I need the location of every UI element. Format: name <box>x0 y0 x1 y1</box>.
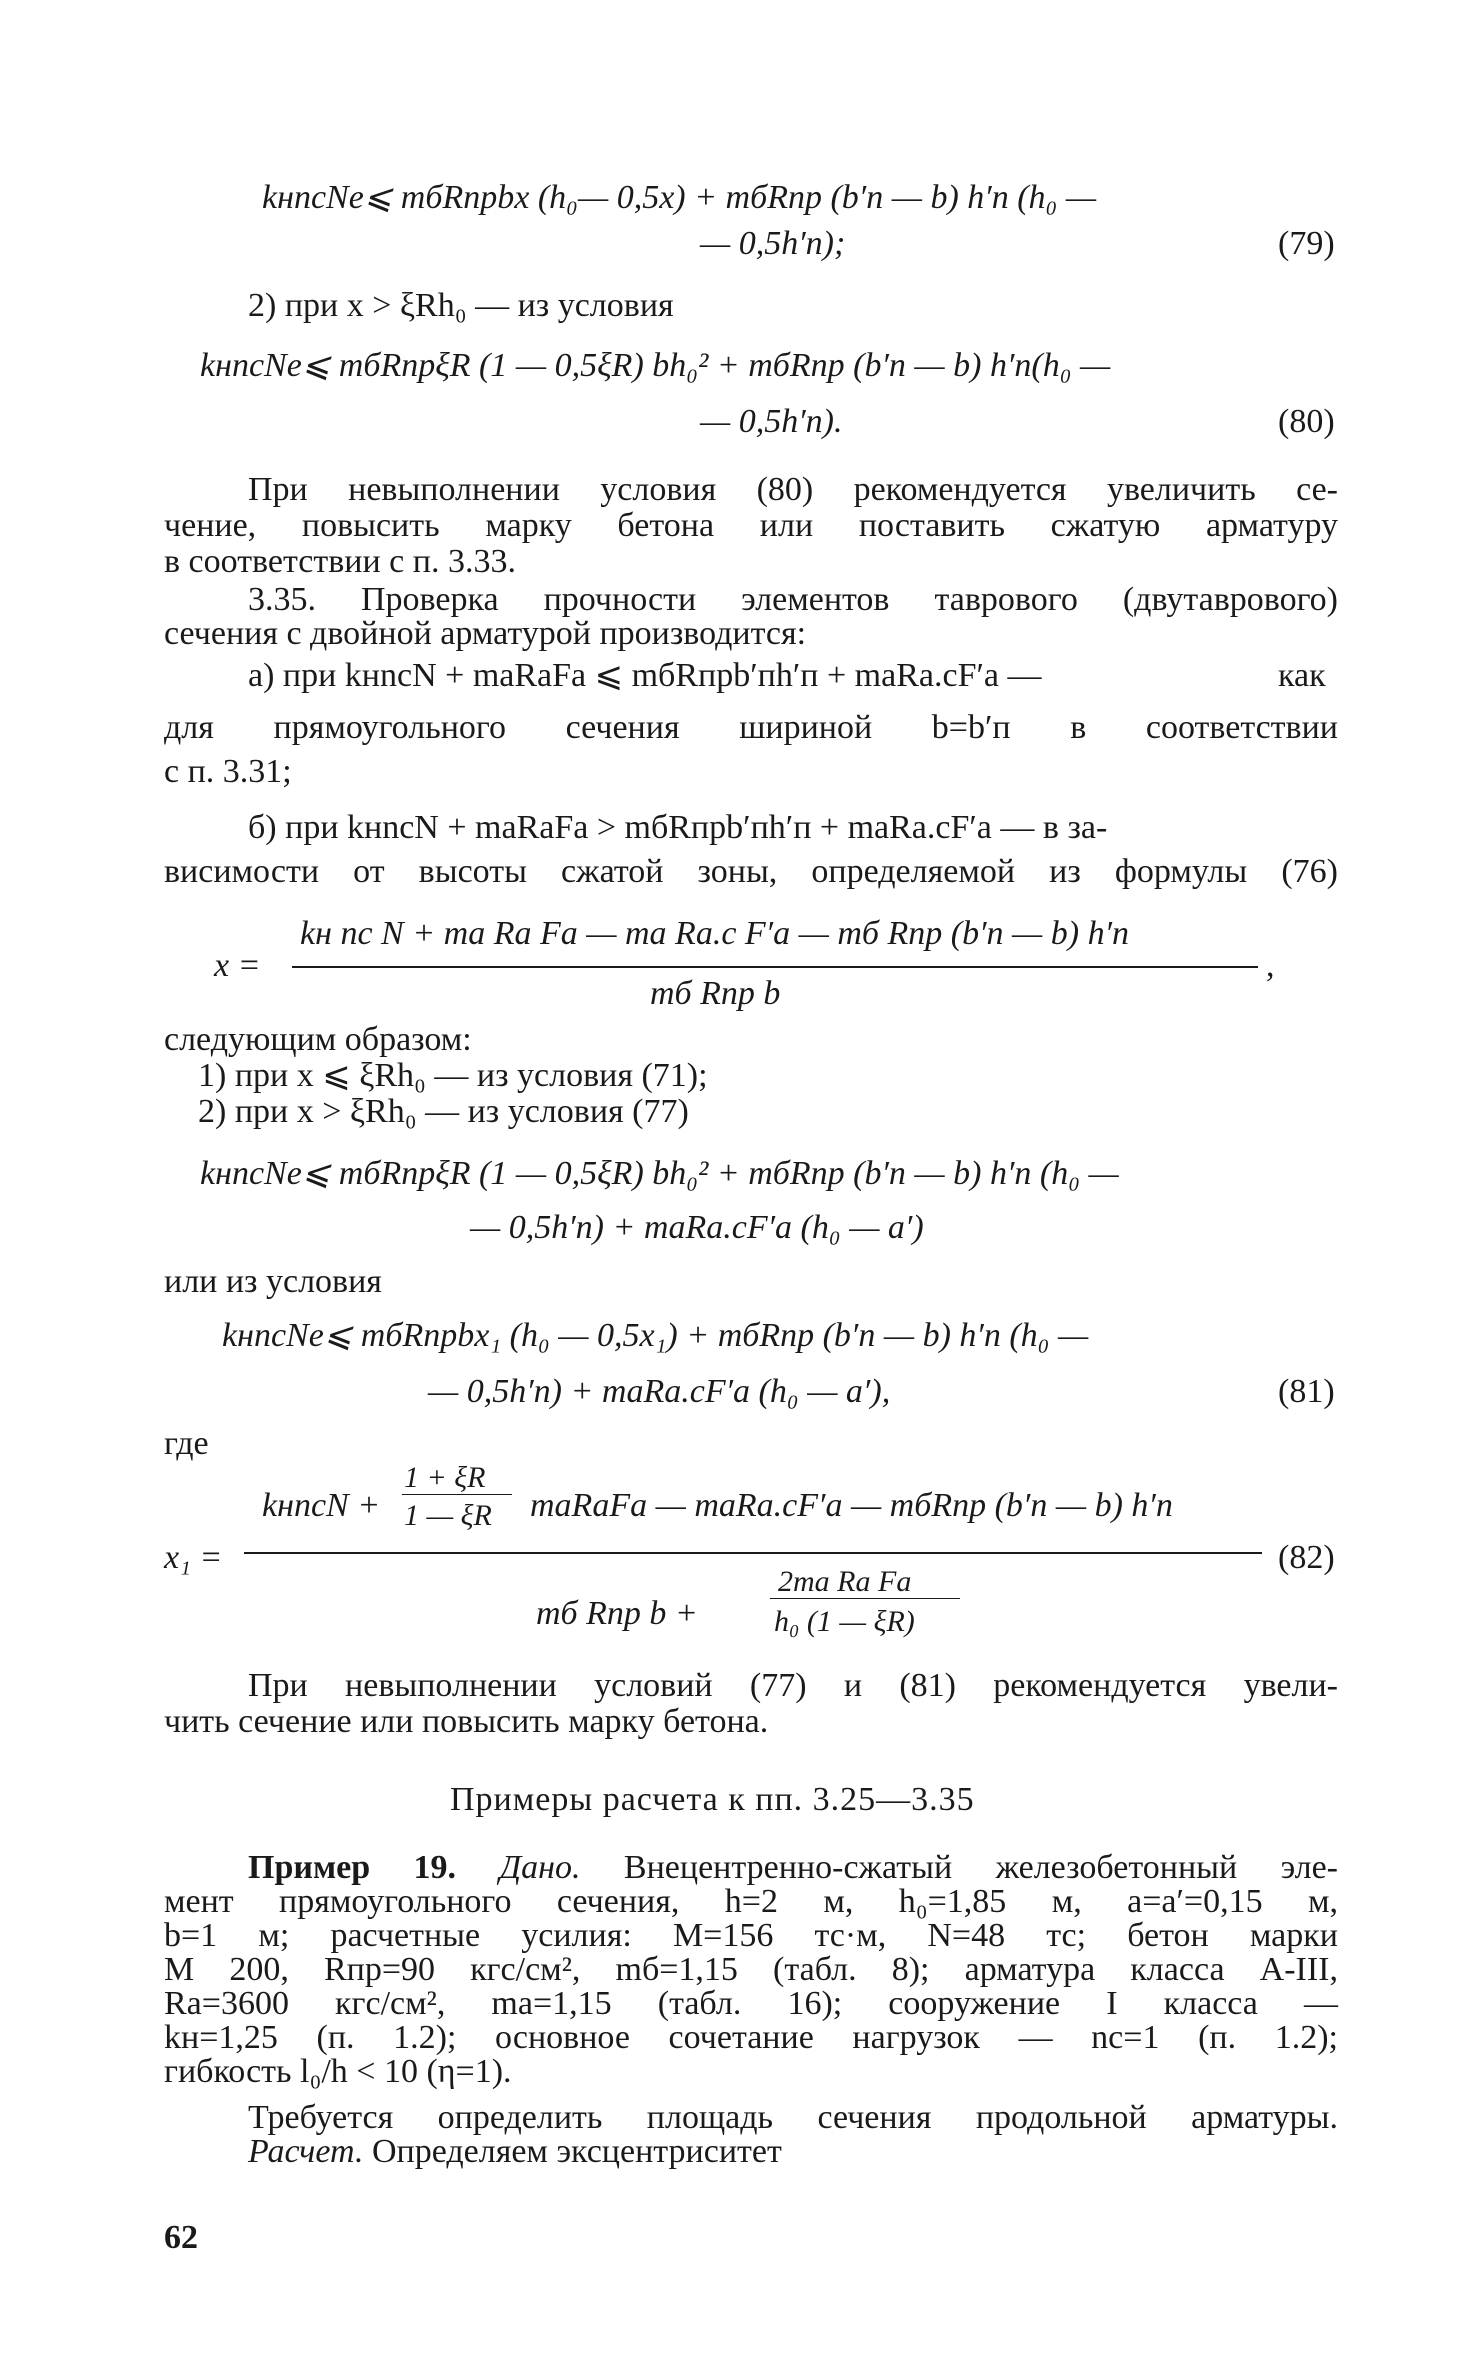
case-b-line1: б) при kнnсN + mаRаFа > mбRпрb′пh′п + mаRа.сF′а — в за- <box>248 809 1108 846</box>
section-title: Примеры расчета к пп. 3.25—3.35 <box>450 1781 975 1818</box>
eq82-num-frac-top: 1 + ξR <box>404 1461 486 1494</box>
example19-line9-rest: Определяем эксцентриситет <box>371 2133 782 2170</box>
eq82-den-frac-bar <box>770 1598 960 1599</box>
paragraph-82-line2: чить сечение или повысить марку бетона. <box>164 1703 769 1740</box>
eq82-num-frac-bar <box>402 1494 512 1495</box>
case-a-line2: для прямоугольного сечения шириной b=b′п в соответствии <box>164 709 1338 746</box>
eq76-lhs: x = <box>214 947 261 984</box>
example19-line1-rest: Внецентренно-сжатый железобетонный эле- <box>623 1849 1338 1886</box>
case-b-line2: висимости от высоты сжатой зоны, определяемой из формулы (76) <box>164 853 1338 890</box>
example19-line7: гибкость l₀/h < 10 (η=1). <box>164 2053 512 2090</box>
eq82-num-b: mаRаFа — mаRа.сF′а — mбRпр (b′п — b) h′п <box>530 1487 1173 1524</box>
case-1: 1) при x ⩽ ξRh₀ — из условия (71); <box>198 1057 708 1094</box>
eq82-den-a: mб Rпр b + <box>536 1595 698 1632</box>
example19-given: Дано. <box>499 1849 581 1886</box>
paragraph-80-line2: чение, повысить марку бетона или поставить сжатую арматуру <box>164 507 1338 544</box>
eq82-den-frac-bottom: h₀ (1 — ξR) <box>774 1605 915 1638</box>
case-2: 2) при x > ξRh₀ — из условия (77) <box>198 1093 689 1130</box>
example19-line4: М 200, Rпр=90 кгс/см², mб=1,15 (табл. 8); арматура класса А-III, <box>164 1951 1338 1988</box>
eq76-denominator: mб Rпр b <box>650 975 781 1012</box>
eq81-line2: — 0,5h′п) + mаRа.сF′а (h₀ — a′), <box>428 1373 891 1410</box>
example19-line9 <box>248 2132 782 2172</box>
eq82-den-frac-top: 2mа Rа Fа <box>778 1565 912 1598</box>
example19-line8: Требуется определить площадь сечения продольной арматуры. <box>248 2099 1338 2136</box>
case-a-line3: с п. 3.31; <box>164 753 292 790</box>
formula-79-line2: — 0,5h′п); <box>700 225 846 262</box>
formula-80-line2: — 0,5h′п). <box>700 403 843 440</box>
equation-number-79: (79) <box>1278 225 1335 262</box>
eq82-num-frac-bottom: 1 — ξR <box>404 1499 492 1532</box>
example19-line6: kн=1,25 (п. 1.2); основное сочетание нагрузок — nс=1 (п. 1.2); <box>164 2019 1338 2056</box>
paragraph-82-line1: При невыполнении условий (77) и (81) рекомендуется увели- <box>248 1667 1338 1704</box>
eq77-line2: — 0,5h′п) + mаRа.сF′а (h₀ — a′) <box>470 1209 924 1246</box>
eq82-num-a: kнnсN + <box>262 1487 381 1524</box>
eq82-lhs: x₁ = <box>164 1539 223 1576</box>
paragraph-80-line1: При невыполнении условия (80) рекомендуется увеличить се- <box>248 471 1338 508</box>
equation-number-81: (81) <box>1278 1373 1335 1410</box>
page-number: 62 <box>164 2219 198 2256</box>
eq76-comma: , <box>1266 947 1275 984</box>
example19-line3: b=1 м; расчетные усилия: M=156 тс·м, N=48 тс; бетон марки <box>164 1917 1338 1954</box>
eq77-line1: kнnсNe⩽ mбRпрξR (1 — 0,5ξR) bh₀² + mбRпр (b′п — b) h′п (h₀ — <box>200 1155 1119 1192</box>
paragraph-80-line3: в соответствии с п. 3.33. <box>164 543 516 580</box>
case-a-line1-tail: как <box>1278 657 1326 694</box>
case-a-line1: а) при kнnсN + mаRаFа ⩽ mбRпрb′пh′п + mаRа.сF′а — <box>248 657 1042 694</box>
case-2-heading: 2) при x > ξRh₀ — из условия <box>248 287 674 324</box>
eq81-line1: kнnсNe⩽ mбRпрbx₁ (h₀ — 0,5x₁) + mбRпр (b′п — b) h′п (h₀ — <box>222 1317 1089 1354</box>
formula-79-line1: kнnсNe⩽ mбRпрbx (h₀— 0,5x) + mбRпр (b′п — b) h′п (h₀ — <box>262 179 1097 216</box>
calculation-label: Расчет. <box>248 2133 364 2170</box>
cases-intro: следующим образом: <box>164 1021 472 1058</box>
where-label: где <box>164 1425 209 1462</box>
example19-label: Пример 19. <box>248 1849 457 1886</box>
example19-line5: Rа=3600 кгс/см², mа=1,15 (табл. 16); сооружение I класса — <box>164 1985 1338 2022</box>
eq76-numerator: kн nс N + mа Rа Fа — mа Rа.с F′а — mб Rпр (b′п — b) h′п <box>300 915 1130 952</box>
equation-number-82: (82) <box>1278 1539 1335 1576</box>
example19-line2: мент прямоугольного сечения, h=2 м, h₀=1,85 м, a=a′=0,15 м, <box>164 1883 1338 1920</box>
eq76-fraction-bar <box>292 966 1258 968</box>
eq82-fraction-bar <box>244 1552 1262 1554</box>
paragraph-335-line2: сечения с двойной арматурой производится: <box>164 615 807 652</box>
formula-80-line1: kнnсNe⩽ mбRпрξR (1 — 0,5ξR) bh₀² + mбRпр (b′п — b) h′п(h₀ — <box>200 347 1111 384</box>
equation-number-80: (80) <box>1278 403 1335 440</box>
paragraph-335-line1: 3.35. Проверка прочности элементов таврового (двутаврового) <box>248 581 1338 618</box>
or-condition: или из условия <box>164 1263 382 1300</box>
